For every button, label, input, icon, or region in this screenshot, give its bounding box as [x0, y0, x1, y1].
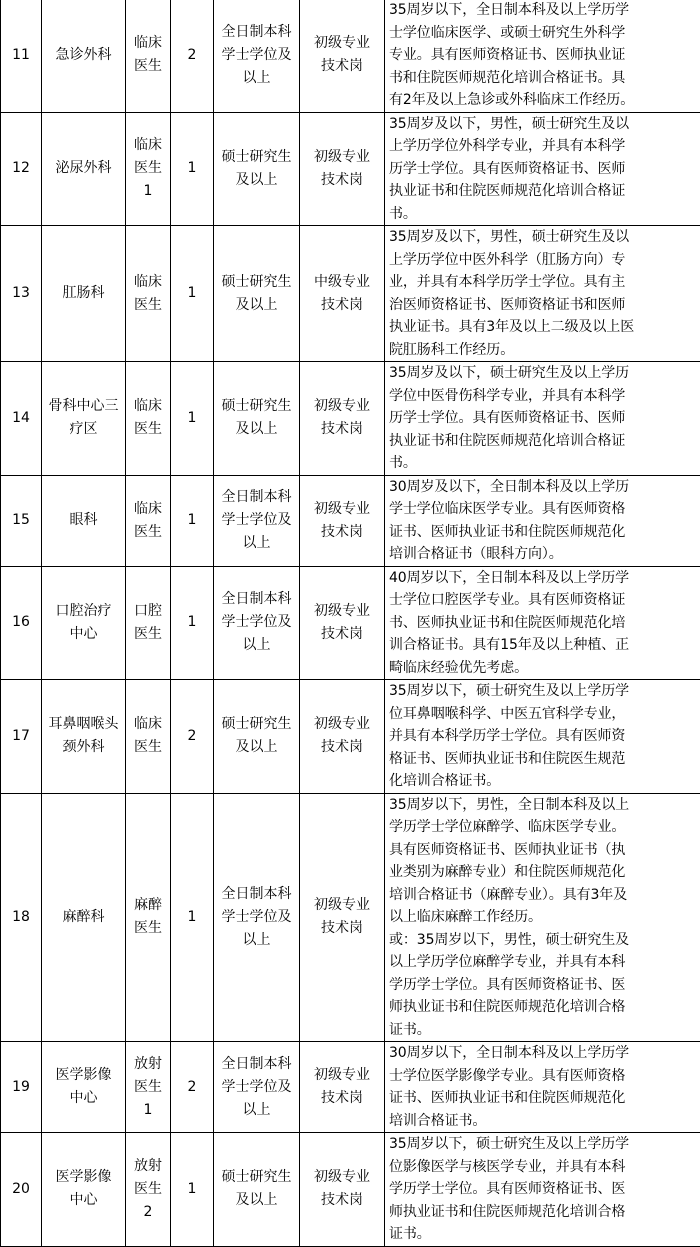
education-line: 及以上 [214, 294, 299, 317]
requirements-line: 畸临床经验优先考虑。 [389, 657, 697, 680]
department-cell [42, 362, 126, 476]
post-level-cell [300, 112, 385, 226]
position-cell [126, 0, 171, 112]
post-level-line: 初级专业 [300, 1166, 384, 1189]
position-line: 2 [126, 1201, 170, 1224]
department-line: 泌尿外科 [46, 157, 121, 180]
education-cell [214, 112, 300, 226]
position-line: 放射 [126, 1053, 170, 1076]
requirements-line: 证书。 [389, 1223, 697, 1246]
requirements-line: 师执业证书和住院医师规范化培训合格 [389, 1201, 697, 1224]
requirements-line: 学士学位临床医学专业。具有医师资格 [389, 498, 697, 521]
education-line: 全日制本科 [214, 486, 299, 509]
serial-number-text: 19 [12, 1079, 30, 1095]
position-line: 临床 [126, 134, 170, 157]
post-level-line: 技术岗 [300, 1087, 384, 1110]
education-line: 硕士研究生 [214, 1166, 299, 1189]
table-row [1, 1042, 700, 1133]
requirements-line: 证书、医师执业证书和住院医师规范化 [389, 521, 697, 544]
requirements-line: 学位中医骨伤科学专业，并具有本科学 [389, 385, 697, 408]
position-cell [126, 566, 171, 680]
serial-number-text: 16 [12, 614, 30, 630]
requirements-cell [385, 226, 700, 362]
post-level-line: 技术岗 [300, 418, 384, 441]
education-line: 学士学位及 [214, 44, 299, 67]
post-level-cell [300, 1042, 385, 1133]
requirements-line: 书和住院医师规范化培训合格证书。具 [389, 67, 697, 90]
department-cell [42, 226, 126, 362]
post-level-line: 初级专业 [300, 1064, 384, 1087]
position-line: 医生 [126, 1178, 170, 1201]
requirements-line: 35周岁以下，硕士研究生及以上学历学 [389, 1133, 697, 1156]
education-cell [214, 1133, 300, 1247]
education-cell [214, 226, 300, 362]
requirements-cell [385, 1133, 700, 1247]
post-level-cell [300, 226, 385, 362]
requirements-cell [385, 0, 700, 112]
education-cell [214, 566, 300, 680]
department-line: 中心 [46, 1087, 121, 1110]
post-level-line: 技术岗 [300, 294, 384, 317]
requirements-line: 格证书、医师执业证书和住院医生规范 [389, 748, 697, 771]
requirements-line: 培训合格证书（眼科方向）。 [389, 543, 697, 566]
requirements-line: 培训合格证书。 [389, 1110, 697, 1133]
requirements-cell [385, 475, 700, 566]
requirements-line: 上学历学位外科学专业，并具有本科学 [389, 135, 697, 158]
headcount-text: 2 [188, 1079, 197, 1095]
education-line: 学士学位及 [214, 1076, 299, 1099]
position-line: 临床 [126, 713, 170, 736]
education-line: 学士学位及 [214, 509, 299, 532]
table-row [1, 112, 700, 226]
requirements-cell [385, 362, 700, 476]
headcount-text: 1 [188, 410, 197, 426]
position-line: 医生 [126, 157, 170, 180]
position-cell [126, 362, 171, 476]
requirements-cell [385, 566, 700, 680]
requirements-line: 训合格证书。具有15年及以上种植、正 [389, 634, 697, 657]
headcount-text: 1 [188, 909, 197, 925]
education-line: 及以上 [214, 418, 299, 441]
requirements-line: 历学士学位。具有医师资格证书、医师 [389, 407, 697, 430]
education-line: 全日制本科 [214, 1053, 299, 1076]
requirements-line: 35周岁及以下，硕士研究生及以上学历 [389, 362, 697, 385]
serial-number-text: 17 [12, 728, 30, 744]
department-line: 骨科中心三 [46, 395, 121, 418]
department-line: 疗区 [46, 418, 121, 441]
requirements-line: 证书。 [389, 1019, 697, 1042]
post-level-cell [300, 0, 385, 112]
position-line: 临床 [126, 271, 170, 294]
position-cell [126, 1042, 171, 1133]
requirements-line: 位耳鼻咽喉科学、中医五官科学专业， [389, 703, 697, 726]
position-line: 医生 [126, 294, 170, 317]
serial-number-cell [1, 793, 42, 1042]
position-line: 医生 [126, 521, 170, 544]
department-cell [42, 112, 126, 226]
post-level-cell [300, 793, 385, 1042]
education-line: 硕士研究生 [214, 713, 299, 736]
requirements-line: 35周岁及以下，男性，硕士研究生及以 [389, 226, 697, 249]
requirements-line: 书、医师执业证书和住院医师规范化培 [389, 612, 697, 635]
department-cell [42, 566, 126, 680]
serial-number-cell [1, 1042, 42, 1133]
department-cell [42, 1133, 126, 1247]
department-line: 医学影像 [46, 1064, 121, 1087]
table-row [1, 566, 700, 680]
requirements-cell [385, 112, 700, 226]
headcount-cell [171, 680, 214, 794]
post-level-line: 技术岗 [300, 55, 384, 78]
requirements-line: 业类别为麻醉专业）和住院医师规范化 [389, 861, 697, 884]
headcount-cell [171, 1042, 214, 1133]
requirements-line: 书。 [389, 203, 697, 226]
education-line: 全日制本科 [214, 21, 299, 44]
headcount-text: 1 [188, 160, 197, 176]
serial-number-cell [1, 226, 42, 362]
headcount-cell [171, 1133, 214, 1247]
requirements-line: 学历学士学位。具有医师资格证书、医 [389, 974, 697, 997]
department-line: 颈外科 [46, 736, 121, 759]
position-cell [126, 226, 171, 362]
post-level-line: 技术岗 [300, 917, 384, 940]
education-line: 硕士研究生 [214, 395, 299, 418]
position-line: 放射 [126, 1155, 170, 1178]
post-level-line: 初级专业 [300, 600, 384, 623]
requirements-line: 学历学士学位麻醉学、临床医学专业。 [389, 816, 697, 839]
requirements-line: 院肛肠科工作经历。 [389, 339, 697, 362]
position-line: 临床 [126, 395, 170, 418]
headcount-text: 1 [188, 512, 197, 528]
education-line: 及以上 [214, 1189, 299, 1212]
education-line: 以上 [214, 929, 299, 952]
requirements-line: 执业证书。具有3年及以上二级及以上医 [389, 316, 697, 339]
post-level-line: 技术岗 [300, 623, 384, 646]
requirements-line: 30周岁以下，全日制本科及以上学历学 [389, 1042, 697, 1065]
department-line: 肛肠科 [46, 282, 121, 305]
education-line: 以上 [214, 67, 299, 90]
table-row [1, 1133, 700, 1247]
requirements-line: 35周岁以下，全日制本科及以上学历学 [389, 0, 697, 22]
table-row [1, 793, 700, 1042]
department-cell [42, 680, 126, 794]
position-line: 医生 [126, 1076, 170, 1099]
requirements-line: 或：35周岁以下，男性，硕士研究生及 [389, 929, 697, 952]
requirements-line: 专业。具有医师资格证书、医师执业证 [389, 44, 697, 67]
table-row [1, 475, 700, 566]
department-line: 耳鼻咽喉头 [46, 713, 121, 736]
requirements-line: 有2年及以上急诊或外科临床工作经历。 [389, 89, 697, 112]
table-body [1, 0, 700, 1246]
position-cell [126, 1133, 171, 1247]
requirements-line: 化培训合格证书。 [389, 770, 697, 793]
department-line: 口腔治疗 [46, 600, 121, 623]
position-cell [126, 475, 171, 566]
requirements-line: 执业证书和住院医师规范化培训合格证 [389, 180, 697, 203]
headcount-text: 1 [188, 1181, 197, 1197]
requirements-line: 士学位临床医学、或硕士研究生外科学 [389, 22, 697, 45]
education-cell [214, 1042, 300, 1133]
post-level-line: 技术岗 [300, 736, 384, 759]
headcount-cell [171, 362, 214, 476]
requirements-line: 证书、医师执业证书和住院医师规范化 [389, 1087, 697, 1110]
headcount-cell [171, 475, 214, 566]
department-cell [42, 0, 126, 112]
education-line: 硕士研究生 [214, 146, 299, 169]
education-line: 硕士研究生 [214, 271, 299, 294]
education-line: 以上 [214, 532, 299, 555]
post-level-cell [300, 566, 385, 680]
serial-number-cell [1, 680, 42, 794]
headcount-cell [171, 226, 214, 362]
serial-number-text: 13 [12, 285, 30, 301]
position-line: 1 [126, 180, 170, 203]
headcount-cell [171, 566, 214, 680]
headcount-text: 1 [188, 285, 197, 301]
post-level-cell [300, 362, 385, 476]
department-cell [42, 475, 126, 566]
requirements-cell [385, 680, 700, 794]
department-line: 眼科 [46, 509, 121, 532]
position-line: 医生 [126, 917, 170, 940]
education-line: 以上 [214, 634, 299, 657]
requirements-line: 具有医师资格证书、医师执业证书（执 [389, 839, 697, 862]
serial-number-cell [1, 475, 42, 566]
requirements-line: 35周岁以下，男性，全日制本科及以上 [389, 794, 697, 817]
requirements-line: 培训合格证书（麻醉专业）。具有3年及 [389, 884, 697, 907]
serial-number-cell [1, 1133, 42, 1247]
serial-number-text: 15 [12, 512, 30, 528]
headcount-text: 2 [188, 47, 197, 63]
department-line: 急诊外科 [46, 44, 121, 67]
serial-number-text: 11 [12, 47, 30, 63]
serial-number-text: 18 [12, 909, 30, 925]
table-row [1, 226, 700, 362]
position-line: 医生 [126, 736, 170, 759]
position-line: 医生 [126, 623, 170, 646]
requirements-cell [385, 793, 700, 1042]
requirements-line: 以上学历学位麻醉学专业，并具有本科 [389, 951, 697, 974]
post-level-line: 中级专业 [300, 271, 384, 294]
education-line: 全日制本科 [214, 883, 299, 906]
post-level-line: 初级专业 [300, 498, 384, 521]
requirements-line: 上学历学位中医外科学（肛肠方向）专 [389, 249, 697, 272]
position-line: 医生 [126, 418, 170, 441]
position-line: 临床 [126, 498, 170, 521]
education-cell [214, 793, 300, 1042]
post-level-line: 初级专业 [300, 894, 384, 917]
department-line: 中心 [46, 623, 121, 646]
department-cell [42, 793, 126, 1042]
table-row [1, 0, 700, 112]
post-level-cell [300, 475, 385, 566]
education-cell [214, 362, 300, 476]
requirements-line: 并具有本科学历学士学位。具有医师资 [389, 725, 697, 748]
requirements-line: 40周岁以下，全日制本科及以上学历学 [389, 567, 697, 590]
education-line: 全日制本科 [214, 588, 299, 611]
post-level-line: 技术岗 [300, 521, 384, 544]
department-line: 麻醉科 [46, 906, 121, 929]
requirements-line: 书。 [389, 452, 697, 475]
requirements-line: 以上临床麻醉工作经历。 [389, 906, 697, 929]
department-line: 中心 [46, 1189, 121, 1212]
position-line: 1 [126, 1099, 170, 1122]
requirements-line: 35周岁及以下，男性，硕士研究生及以 [389, 113, 697, 136]
education-cell [214, 475, 300, 566]
position-line: 医生 [126, 55, 170, 78]
education-line: 及以上 [214, 736, 299, 759]
headcount-text: 1 [188, 614, 197, 630]
post-level-line: 技术岗 [300, 169, 384, 192]
serial-number-text: 12 [12, 160, 30, 176]
requirements-cell [385, 1042, 700, 1133]
requirements-line: 35周岁以下，硕士研究生及以上学历学 [389, 680, 697, 703]
serial-number-cell [1, 112, 42, 226]
requirements-line: 位影像医学与核医学专业，并具有本科 [389, 1156, 697, 1179]
serial-number-text: 14 [12, 410, 30, 426]
position-line: 口腔 [126, 600, 170, 623]
requirements-line: 士学位口腔医学专业。具有医师资格证 [389, 589, 697, 612]
table-row [1, 680, 700, 794]
education-line: 学士学位及 [214, 906, 299, 929]
serial-number-cell [1, 362, 42, 476]
post-level-line: 初级专业 [300, 395, 384, 418]
requirements-line: 士学位医学影像学专业。具有医师资格 [389, 1065, 697, 1088]
post-level-line: 初级专业 [300, 713, 384, 736]
requirements-line: 历学士学位。具有医师资格证书、医师 [389, 158, 697, 181]
post-level-cell [300, 1133, 385, 1247]
table-row [1, 362, 700, 476]
education-line: 学士学位及 [214, 611, 299, 634]
department-cell [42, 1042, 126, 1133]
serial-number-cell [1, 566, 42, 680]
education-line: 以上 [214, 1099, 299, 1122]
requirements-line: 治医师资格证书、医师资格证书和医师 [389, 294, 697, 317]
position-line: 临床 [126, 32, 170, 55]
requirements-line: 业，并具有本科学历学士学位。具有主 [389, 271, 697, 294]
position-cell [126, 112, 171, 226]
post-level-line: 初级专业 [300, 146, 384, 169]
headcount-cell [171, 0, 214, 112]
department-line: 医学影像 [46, 1166, 121, 1189]
requirements-line: 学历学士学位。具有医师资格证书、医 [389, 1178, 697, 1201]
position-line: 麻醉 [126, 894, 170, 917]
post-level-cell [300, 680, 385, 794]
post-level-line: 初级专业 [300, 32, 384, 55]
post-level-line: 技术岗 [300, 1189, 384, 1212]
education-cell [214, 680, 300, 794]
requirements-line: 师执业证书和住院医师规范化培训合格 [389, 996, 697, 1019]
serial-number-text: 20 [12, 1181, 30, 1197]
position-cell [126, 793, 171, 1042]
requirements-line: 30周岁及以下，全日制本科及以上学历 [389, 476, 697, 499]
education-line: 及以上 [214, 169, 299, 192]
education-cell [214, 0, 300, 112]
headcount-cell [171, 112, 214, 226]
requirements-line: 执业证书和住院医师规范化培训合格证 [389, 430, 697, 453]
serial-number-cell [1, 0, 42, 112]
headcount-text: 2 [188, 728, 197, 744]
headcount-cell [171, 793, 214, 1042]
position-cell [126, 680, 171, 794]
